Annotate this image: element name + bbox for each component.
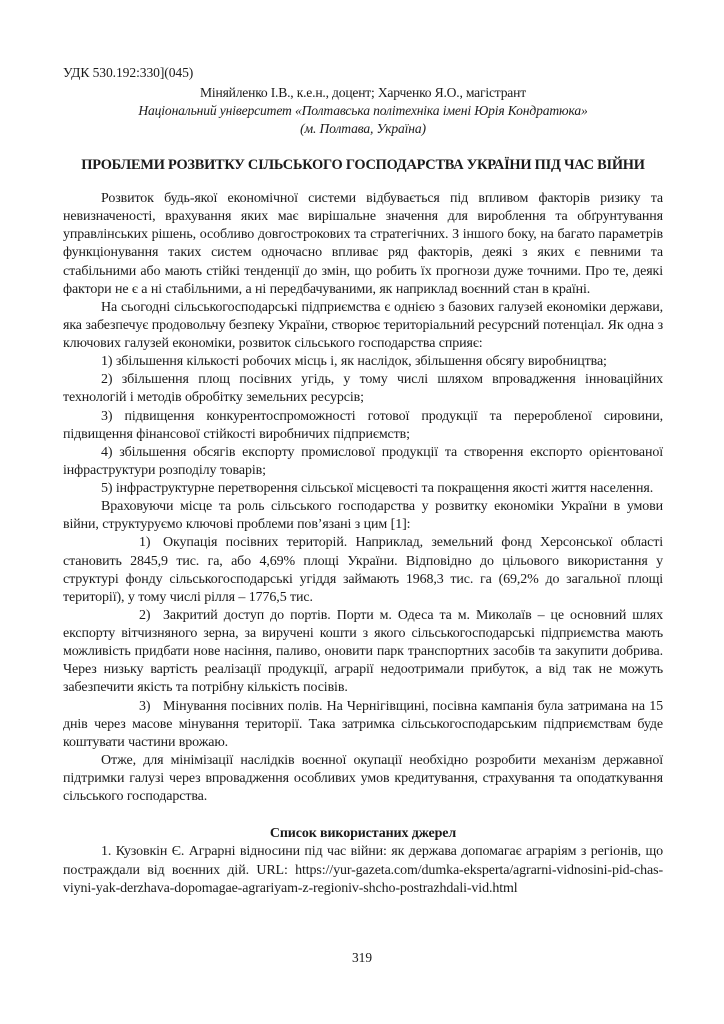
problem-number-2: 2) bbox=[139, 607, 151, 623]
body-text bbox=[63, 190, 663, 806]
reference-item-1: 1. Кузовкін Є. Аграрні відносини під час війни: як держава допомагає аграріям з регіонів, що постраждали від воєнних дій. URL: https://yur-gazeta.com/dumka-eksperta/agrarni-vidnosini-pid-chas-viyni-yak-derzhava-dopomagae-agrariyam-z-regioniv-shcho-postrazhdali-vid.html bbox=[63, 844, 663, 896]
list-item-benefit-4: 4) збільшення обсягів експорту промислової продукції та створення експорто орієнтованої інфраструктури розподілу товарів; bbox=[63, 444, 663, 478]
problem-number-1: 1) bbox=[139, 535, 151, 551]
problem-item-2 bbox=[63, 607, 663, 698]
list-item-benefit-3: 3) підвищення конкурентоспроможності готової продукції та переробленої сировини, підвищення фінансової стійкості виробничих підприємств; bbox=[63, 408, 663, 442]
problem-text-2: Закритий доступ до портів. Порти м. Одеса та м. Миколаїв – це основний шлях експорту вітчизняного зерна, за виручені кошти з якого сільськогосподарські підприємства мають можливість придбати нове насіння, паливо, оновити парк транспортних засобів та закупити добрива. Через низьку вартість реалізації продукції, аграрії недоотримали прибуток, а від так не можуть забезпечити якість та потрібну кількість посівів. bbox=[63, 607, 663, 696]
problem-text-3: Мінування посівних полів. На Чернігівщині, посівна кампанія була затримана на 15 днів через масове мінування території. Така затримка сільськогосподарським підприємствам буде коштувати частини врожаю. bbox=[63, 698, 663, 750]
paragraph-agriculture-role: На сьогодні сільськогосподарські підприємства є однією з базових галузей економіки держави, яка забезпечує продовольчу безпеку України, створює територіальний ресурсний потенціал. Як одна з ключових галузей економіки, розвиток сільського господарства сприяє: bbox=[63, 299, 663, 352]
udk-code: УДК 530.192:330](045) bbox=[63, 65, 194, 80]
list-item-benefit-1: 1) збільшення кількості робочих місць і, як наслідок, збільшення обсягу виробництва; bbox=[101, 354, 607, 370]
problem-item-3 bbox=[63, 698, 663, 752]
problem-text-1: Окупація посівних територій. Наприклад, земельний фонд Херсонської області становить 2845,9 тис. га, або 4,69% площі України. Відповідно до цільового використання у структурі фонду сільськогосподарські угіддя займають 1968,3 тис. га (69,2% до загальної площі території), у тому числі рілля – 1776,5 тис. bbox=[63, 535, 663, 605]
authors-line: Міняйленко І.В., к.е.н., доцент; Харченко Я.О., магістрант bbox=[200, 84, 526, 100]
page-number: 319 bbox=[351, 950, 373, 965]
problem-item-1 bbox=[63, 534, 663, 607]
paragraph-intro: Розвиток будь-якої економічної системи відбувається під впливом факторів ризику та невизначеності, врахування яких має вирішальне значення для вироблення та обґрунтування управлінських рішень, особливо довгострокових та стратегічних. З іншого боку, на багато параметрів функціонування таких систем одночасно впливає ряд факторів, деякі з яких є певними та стабільними або мають стійкі тенденції до змін, що робить їх прогнози дуже точними. Про те, деякі фактори не є а ні стабільними, а ні передбачуваними, як наприклад воєнний стан в країні. bbox=[63, 191, 663, 297]
list-item-benefit-2: 2) збільшення площ посівних угідь, у тому числі шляхом впровадження інноваційних технологій і методів обробітку земельних ресурсів; bbox=[63, 372, 663, 406]
problem-number-3: 3) bbox=[139, 698, 151, 714]
list-item-benefit-5: 5) інфраструктурне перетворення сільської місцевості та покращення якості життя населення. bbox=[101, 481, 654, 497]
page-content bbox=[63, 64, 663, 898]
paragraph-conclusion: Отже, для мінімізації наслідків воєнної окупації необхідно розробити механізм державної підтримки галузі через впровадження особливих умов кредитування, страхування та оподаткування сільського господарства. bbox=[63, 752, 663, 805]
page-title: ПРОБЛЕМИ РОЗВИТКУ СІЛЬСЬКОГО ГОСПОДАРСТВА УКРАЇНИ ПІД ЧАС ВІЙНИ bbox=[81, 156, 645, 173]
city-line: (м. Полтава, Україна) bbox=[300, 120, 426, 136]
paragraph-problems-intro: Враховуючи місце та роль сільського господарства у розвитку економіки України в умови війни, структуруємо ключові проблеми пов’язані з цим [1]: bbox=[63, 499, 663, 533]
affiliation-line: Національний університет «Полтавська політехніка імені Юрія Кондратюка» bbox=[138, 102, 588, 118]
references-heading: Список використаних джерел bbox=[269, 826, 457, 842]
